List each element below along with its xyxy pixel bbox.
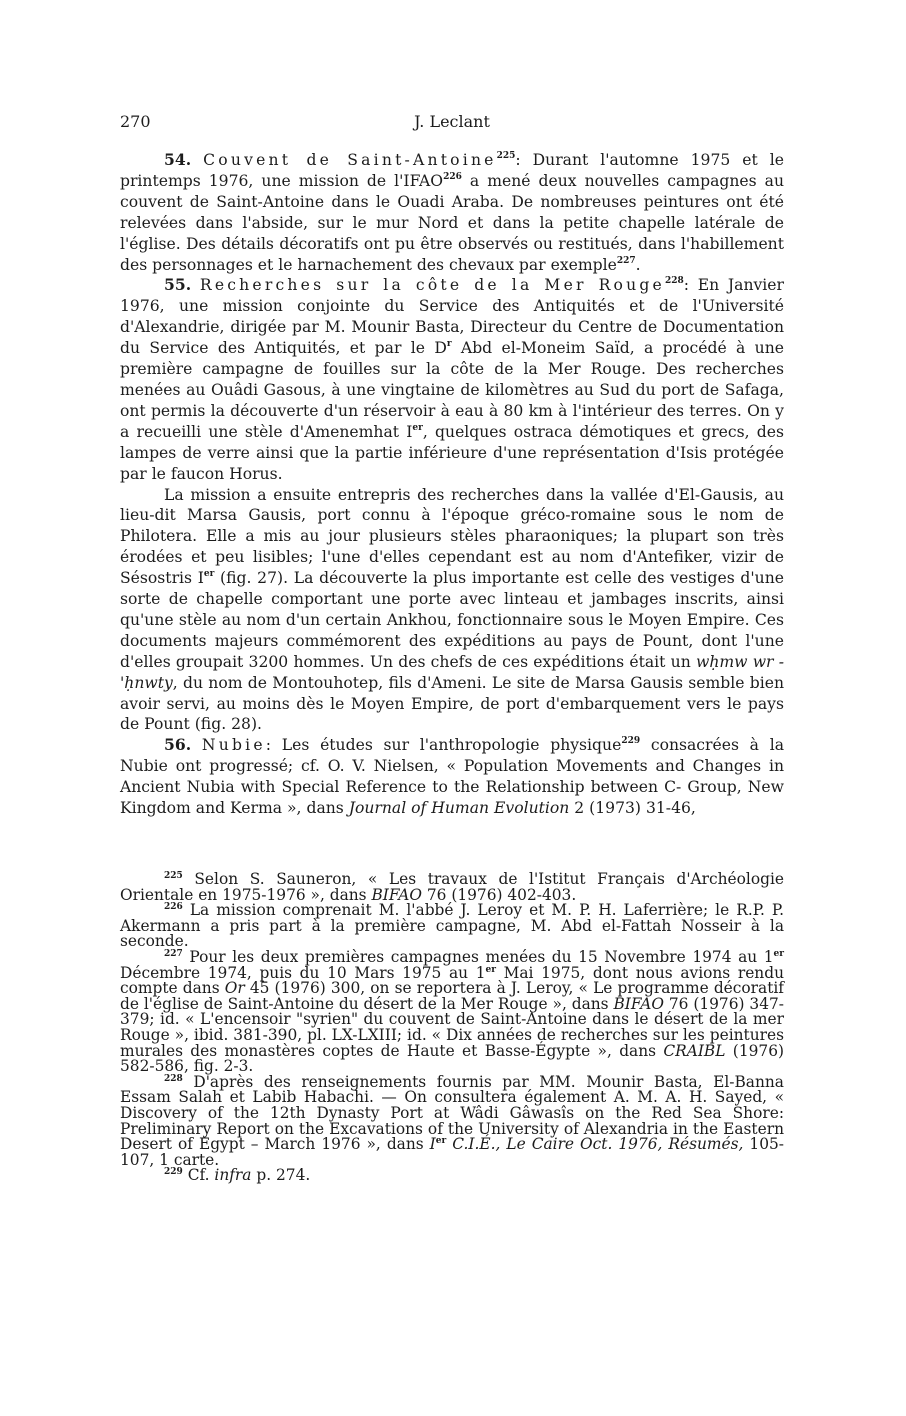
page-number: 270 — [120, 112, 151, 131]
footnote-number: 229 — [164, 1167, 183, 1178]
footnote-229 — [120, 1168, 784, 1184]
footnote-225 — [120, 872, 784, 903]
footnote-text: 76 (1976) 402-403. — [421, 885, 577, 904]
paragraph-text: La mission a ensuite entrepris des recherches dans la vallée d'El-Gausis, au lieu-dit Marsa Gausis, port connu à l'époque gréco-romaine sous le nom de Philotera. Elle a mis au jour plusieurs stèles pharaoniques; la plupart son très érodées et peu lisibles; l'une d'elles cependant est au nom d'Antefiker, vizir de Sésostris I — [120, 485, 784, 588]
journal-title: Or — [224, 979, 245, 998]
paragraph-text: . — [635, 255, 641, 274]
footnote-text: 76 (1976) 347-379; id. « L'encensoir "syrien" du couvent de Saint-Antoine dans le désert de la mer Rouge », ibid. 381-390, pl. LX-LXIII; id. « Dix années de recherches sur les peintures murales des monastères coptes de Haute et Basse-Égypte », dans — [120, 994, 784, 1060]
paragraph-55 — [120, 275, 784, 484]
footnote-text: Pour les deux premières campagnes menées du 15 Novembre 1974 au 1 — [182, 947, 774, 966]
footnote-ref: 226 — [443, 171, 462, 182]
paragraph-text: Abd el-Moneim Saïd, a procédé à une première campagne de fouilles sur la côte de la Mer Rouge. Des recherches menées au Ouâdi Gasous, à une vingtaine de kilomètres au Sud du port de Safaga, ont permis la découverte d'un réservoir à eau à 80 km à l'intérieur des terres. On y a recueilli une stèle d'Amenemhat I — [120, 339, 784, 441]
page-header — [120, 112, 784, 138]
paragraph-text: , quelques ostraca démotiques et grecs, des lampes de verre ainsi que la partie inférieure d'une représentation d'Isis protégée par le faucon Horus. — [120, 422, 785, 483]
footnote-number: 227 — [164, 948, 183, 959]
superscript: er — [485, 964, 496, 975]
paragraph-text: : En Janvier 1976, une mission conjointe du Service des Antiquités et de l'Université d'Alexandrie, dirigée par M. Mounir Basta, Directeur du Centre de Documentation du Service des Antiquités, et par le D — [120, 276, 784, 358]
running-head: J. Leclant — [414, 112, 490, 131]
paragraph-text: : Les études sur l'anthropologie physique — [265, 736, 622, 755]
superscript: er — [773, 948, 784, 959]
superscript: er — [203, 569, 215, 580]
footnote-ref: 229 — [621, 736, 641, 747]
journal-title: BIFAO — [613, 994, 664, 1013]
footnote-227 — [120, 947, 785, 1076]
journal-title: BIFAO — [371, 885, 422, 904]
footnote-ref: 227 — [616, 255, 636, 266]
footnote-text: Décembre 1974, puis du 10 Mars 1975 au 1 — [120, 963, 486, 982]
superscript: er — [435, 1136, 447, 1147]
footnote-ref: 225 — [496, 151, 516, 161]
superscript: r — [446, 339, 452, 350]
journal-title: C.I.É., Le Caire Oct. 1976, Résumés, — [446, 1135, 744, 1154]
footnote-text: 105-107, 1 carte. — [120, 1135, 785, 1169]
footnote-text: Mai 1975, dont nous avions rendu compte dans — [120, 963, 784, 998]
transliteration: wḥmw wr -'ḥnwty — [120, 652, 784, 692]
footnote-226 — [120, 903, 784, 950]
paragraph-text: : Durant l'automne 1975 et le printemps 1976, une mission de l'IFAO — [120, 151, 784, 190]
cross-reference: infra — [214, 1166, 252, 1185]
journal-title: Journal of Human Evolution — [348, 799, 570, 818]
footnotes — [120, 872, 784, 1184]
paragraph-56 — [120, 735, 784, 819]
footnote-228 — [120, 1072, 785, 1169]
footnote-number: 228 — [164, 1073, 183, 1084]
footnote-text: Cf. — [182, 1166, 215, 1185]
paragraph-54 — [120, 150, 784, 275]
paragraph-text: (fig. 27). La découverte la plus importante est celle des vestiges d'une sorte de chapelle comportant une porte avec linteau et jambages inscrits, ainsi qu'une stèle au nom d'un certain Ankhou, fonctionnaire sous le Moyen Empire. Ces documents majeurs commémorent des expéditions au pays de Pount, dont l'une d'elles groupait 3200 hommes. Un des chefs de ces expéditions était un — [120, 569, 784, 671]
footnote-text: D'après des renseignements fournis par MM. Mounir Basta, El-Banna Essam Salah et Labib Habachi. — On consultera également A. M. A. H. Sayed, « Discovery of the 12th Dynasty Port at Wâdi Gâwasîs on the Red Sea Shore: Preliminary Report on the Excavations of the University of Alexandria in the Eastern Desert of Egypt – March 1976 », dans — [120, 1072, 784, 1154]
paragraph-text: consacrées à la Nubie ont progressé; cf. O. V. Nielsen, « Population Movements and Changes in Ancient Nubia with Special Reference to the Relationship between C- Group, New Kingdom and Kerma », dans — [120, 736, 784, 818]
footnote-number: 225 — [164, 871, 183, 881]
section-title: Recherches sur la côte de la Mer Rouge — [199, 276, 665, 295]
paragraph-55-continued — [120, 485, 784, 736]
paragraph-text: , du nom de Montouhotep, fils d'Ameni. Le site de Marsa Gausis semble bien avoir servi, au moins dès le Moyen Empire, de port d'embarquement vers le pays de Pount (fig. 28). — [120, 673, 784, 734]
footnote-ref: 228 — [664, 276, 684, 287]
footnote-text: (1976) 582-586, fig. 2-3. — [120, 1041, 784, 1076]
section-number: 56. — [164, 735, 192, 755]
journal-title: CRAIBL — [663, 1041, 726, 1060]
section-title: Couvent de Saint-Antoine — [203, 151, 497, 169]
footnote-number: 226 — [164, 902, 183, 913]
main-text — [120, 150, 784, 819]
superscript: er — [412, 422, 423, 433]
paragraph-text: a mené deux nouvelles campagnes au couvent de Saint-Antoine dans le Ouadi Araba. De nombreuses peintures ont été relevées dans l'abside, sur le mur Nord et dans la petite chapelle latérale de l'église. Des détails décoratifs ont pu être observés ou restitués, dans l'habillement des personnages et le harnachement des chevaux par exemple — [120, 171, 784, 274]
footnote-text: p. 274. — [251, 1166, 311, 1185]
section-title: Nubie — [201, 736, 266, 755]
section-number: 54. — [164, 150, 192, 169]
journal-title: I — [429, 1135, 436, 1154]
footnote-text: 45 (1976) 300, on se reportera à J. Leroy, « Le programme décoratif de l'église de Saint-Antoine du désert de la Mer Rouge », dans — [120, 979, 785, 1013]
section-number: 55. — [164, 275, 192, 295]
footnote-text: Selon S. Sauneron, « Les travaux de l'Istitut Français d'Archéologie Orientale en 1975-1976 », dans — [120, 870, 784, 904]
footnote-text: La mission comprenait M. l'abbé J. Leroy et M. P. H. Laferrière; le R.P. P. Akermann a pris part à la première campagne, M. Abd el-Fattah Nosseir à la seconde. — [120, 901, 784, 951]
paragraph-text: 2 (1973) 31-46, — [569, 799, 696, 818]
